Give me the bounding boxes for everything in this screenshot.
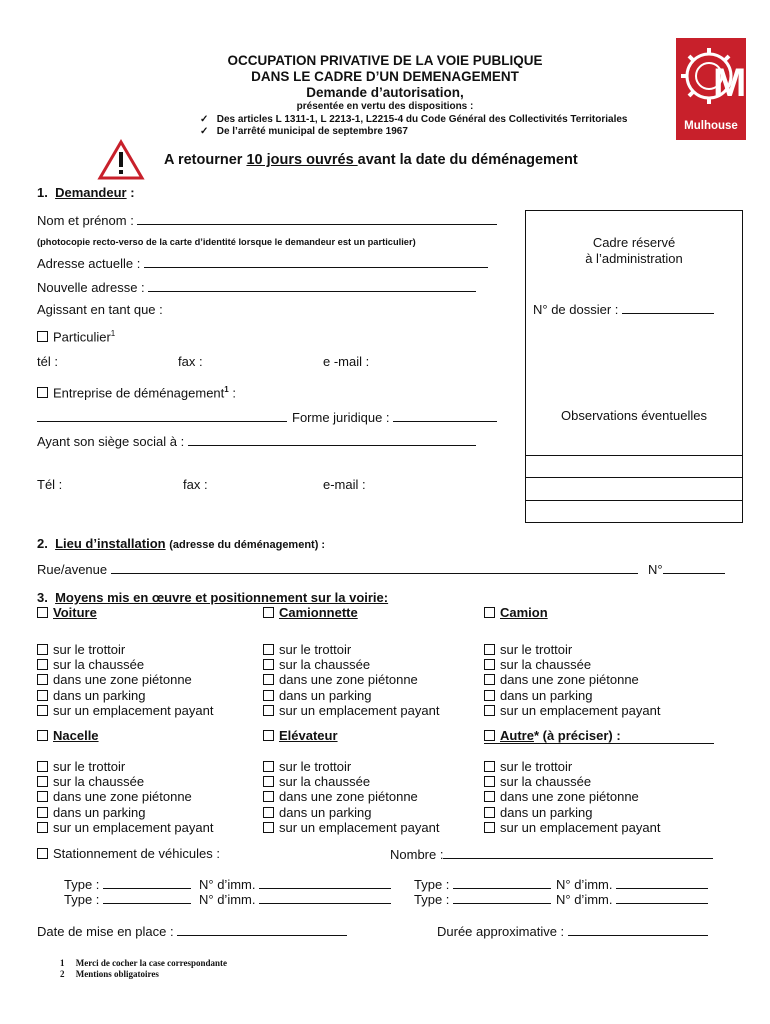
logo-label: Mulhouse [684, 120, 738, 132]
option-checkbox[interactable]: sur la chaussée [263, 657, 439, 672]
option-checkbox[interactable]: sur un emplacement payant [37, 820, 213, 835]
option-checkbox[interactable]: dans un parking [484, 688, 660, 703]
observation-line[interactable] [526, 477, 742, 478]
option-checkbox[interactable]: sur le trottoir [263, 642, 439, 657]
option-checkbox[interactable]: dans une zone piétonne [37, 672, 213, 687]
file-number-field[interactable]: N° de dossier : [533, 301, 714, 317]
deadline-warning: A retourner 10 jours ouvrés avant la date du déménagement [164, 152, 578, 168]
option-checkbox[interactable]: dans une zone piétonne [484, 672, 660, 687]
option-checkbox[interactable]: sur la chaussée [484, 774, 660, 789]
checkbox-icon[interactable] [37, 848, 48, 859]
option-checkbox[interactable]: dans un parking [37, 688, 213, 703]
form-title-line2: DANS LE CADRE D’UN DEMENAGEMENT [251, 69, 519, 84]
option-checkbox[interactable]: dans une zone piétonne [37, 789, 213, 804]
vehicle-type-field[interactable]: Type : [64, 876, 191, 892]
option-checkbox[interactable]: sur la chaussée [263, 774, 439, 789]
vehicle-voiture-checkbox[interactable]: Voiture [37, 605, 97, 620]
observation-line[interactable] [526, 500, 742, 501]
autre-precision-field[interactable] [484, 743, 714, 744]
option-checkbox[interactable]: sur la chaussée [484, 657, 660, 672]
option-checkbox[interactable]: dans une zone piétonne [263, 672, 439, 687]
head-office-field[interactable]: Ayant son siège social à : [37, 433, 476, 449]
legal-reference-2: ✓ De l’arrêté municipal de septembre 1967 [200, 126, 408, 137]
option-checkbox[interactable]: sur un emplacement payant [484, 820, 660, 835]
vehicle-autre-checkbox[interactable]: Autre* (à préciser) : [484, 728, 621, 743]
camion-options [484, 642, 660, 718]
particulier-checkbox[interactable]: Particulier$^1$ [37, 329, 115, 344]
mulhouse-logo [676, 38, 746, 140]
current-address-field[interactable]: Adresse actuelle : [37, 255, 488, 271]
tel-field[interactable]: tél : [37, 354, 58, 369]
checkbox-icon[interactable] [37, 331, 48, 342]
option-checkbox[interactable]: dans un parking [263, 805, 439, 820]
company-tel-field[interactable]: Tél : [37, 477, 63, 492]
checkmark-icon: ✓ [200, 114, 217, 125]
new-address-field[interactable]: Nouvelle adresse : [37, 279, 476, 295]
footnote-1: 1 Merci de cocher la case correspondante [60, 958, 227, 968]
vehicle-nacelle-checkbox[interactable]: Nacelle [37, 728, 99, 743]
gear-emblem-icon [681, 44, 747, 110]
duration-field[interactable]: Durée approximative : [437, 923, 708, 939]
elevateur-options [263, 759, 439, 835]
option-checkbox[interactable]: sur le trottoir [484, 642, 660, 657]
option-checkbox[interactable]: sur un emplacement payant [484, 703, 660, 718]
legal-reference-1: ✓ Des articles L 1311-1, L 2213-1, L2215-4 du Code Général des Collectivités Territoriales [200, 114, 628, 125]
stationnement-checkbox[interactable]: Stationnement de véhicules : [37, 846, 220, 861]
section-1-heading: 1. Demandeur : [37, 185, 135, 200]
company-fax-field[interactable]: fax : [183, 477, 208, 492]
form-title-line3: Demande d’autorisation, [306, 85, 464, 100]
vehicle-plate-field[interactable]: N° d’imm. [199, 891, 391, 907]
checkmark-icon: ✓ [200, 126, 217, 137]
name-field[interactable]: Nom et prénom : [37, 212, 497, 228]
option-checkbox[interactable]: sur la chaussée [37, 657, 213, 672]
vehicle-plate-field[interactable]: N° d’imm. [199, 876, 391, 892]
option-checkbox[interactable]: sur le trottoir [37, 759, 213, 774]
vehicle-type-field[interactable]: Type : [414, 876, 551, 892]
observation-line[interactable] [526, 455, 742, 456]
form-title-line1: OCCUPATION PRIVATIVE DE LA VOIE PUBLIQUE [227, 53, 543, 68]
vehicle-camion-checkbox[interactable]: Camion [484, 605, 548, 620]
footnote-2: 2 Mentions obligatoires [60, 969, 159, 979]
email-field[interactable]: e -mail : [323, 354, 370, 369]
option-checkbox[interactable]: sur le trottoir [484, 759, 660, 774]
option-checkbox[interactable]: sur un emplacement payant [37, 703, 213, 718]
option-checkbox[interactable]: sur la chaussée [37, 774, 213, 789]
section-3-heading: 3. Moyens mis en œuvre et positionnement sur la voirie: [37, 590, 389, 605]
checkbox-icon[interactable] [37, 730, 48, 741]
form-subtitle: présentée en vertu des dispositions : [296, 101, 474, 112]
street-field[interactable]: Rue/avenue [37, 561, 638, 577]
option-checkbox[interactable]: sur le trottoir [37, 642, 213, 657]
street-number-field[interactable]: N° [648, 561, 725, 577]
checkbox-icon[interactable] [37, 607, 48, 618]
option-checkbox[interactable]: dans une zone piétonne [484, 789, 660, 804]
option-checkbox[interactable]: sur le trottoir [263, 759, 439, 774]
entreprise-checkbox[interactable]: Entreprise de déménagement$^1$ : [37, 385, 236, 400]
checkbox-icon[interactable] [263, 730, 274, 741]
company-email-field[interactable]: e-mail : [323, 477, 366, 492]
acting-as-label: Agissant en tant que : [37, 302, 163, 317]
company-name-field[interactable] [37, 409, 287, 425]
option-checkbox[interactable]: dans un parking [263, 688, 439, 703]
checkbox-icon[interactable] [484, 730, 495, 741]
camionnette-options [263, 642, 439, 718]
checkbox-icon[interactable] [484, 607, 495, 618]
photocopy-note: (photocopie recto-verso de la carte d’identité lorsque le demandeur est un particulier) [37, 237, 416, 247]
observations-label: Observations éventuelles [561, 408, 707, 423]
vehicle-plate-field[interactable]: N° d’imm. [556, 891, 708, 907]
autre-options [484, 759, 660, 835]
admin-box-title-2: à l’administration [585, 251, 683, 266]
checkbox-icon[interactable] [37, 387, 48, 398]
vehicle-camionnette-checkbox[interactable]: Camionnette [263, 605, 358, 620]
vehicle-type-field[interactable]: Type : [414, 891, 551, 907]
vehicle-type-field[interactable]: Type : [64, 891, 191, 907]
option-checkbox[interactable]: dans un parking [37, 805, 213, 820]
admin-reserved-box [525, 210, 743, 523]
nacelle-options [37, 759, 213, 835]
checkbox-icon[interactable] [263, 607, 274, 618]
vehicle-elevateur-checkbox[interactable]: Elévateur [263, 728, 338, 743]
svg-text:M: M [713, 61, 747, 105]
vehicle-plate-field[interactable]: N° d’imm. [556, 876, 708, 892]
option-checkbox[interactable]: sur un emplacement payant [263, 703, 439, 718]
legal-form-field[interactable]: Forme juridique : [292, 409, 497, 425]
option-checkbox[interactable]: dans une zone piétonne [263, 789, 439, 804]
fax-field[interactable]: fax : [178, 354, 203, 369]
option-checkbox[interactable]: dans un parking [484, 805, 660, 820]
option-checkbox[interactable]: sur un emplacement payant [263, 820, 439, 835]
vehicle-count-field[interactable]: Nombre : [390, 846, 713, 862]
voiture-options [37, 642, 213, 718]
warning-icon [98, 140, 144, 185]
admin-box-title-1: Cadre réservé [592, 235, 676, 250]
section-2-heading: 2. Lieu d’installation (adresse du déménagement) : [37, 536, 326, 551]
setup-date-field[interactable]: Date de mise en place : [37, 923, 347, 939]
